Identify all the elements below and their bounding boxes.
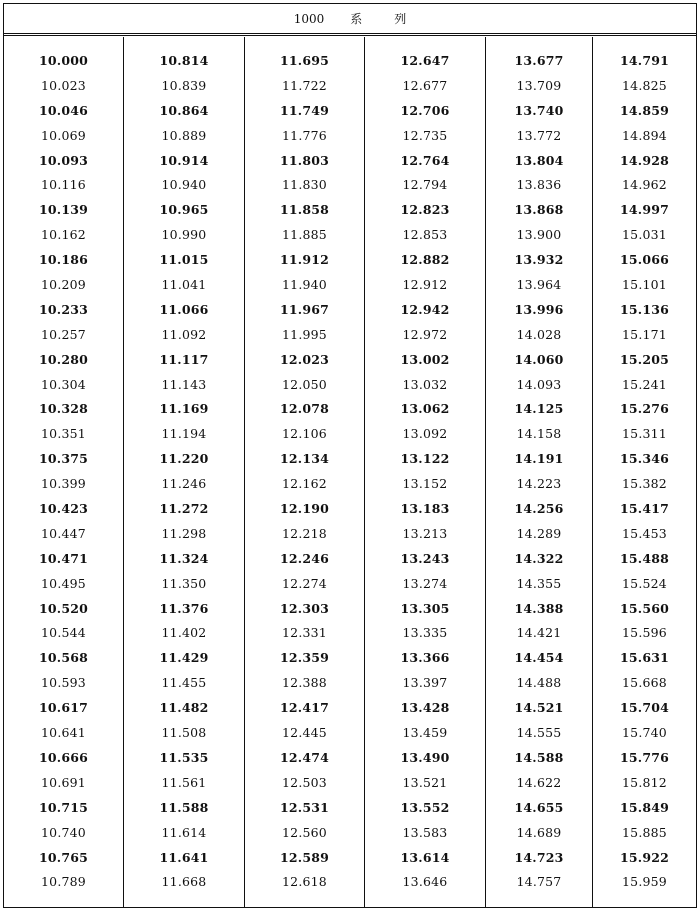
table-cell: 15.205 (619, 351, 670, 367)
table-cell: 14.256 (514, 501, 564, 517)
table-cell: 10.023 (41, 77, 86, 93)
table-cell: 10.568 (38, 650, 89, 666)
table-cell: 12.274 (282, 575, 327, 591)
table-cell: 14.757 (516, 874, 562, 890)
table-cell: 15.812 (622, 774, 667, 790)
table-cell: 14.689 (516, 824, 562, 840)
title-char-1: 系 (350, 12, 363, 26)
table-column-5 (486, 37, 593, 907)
table-cell: 10.328 (38, 401, 89, 417)
table-cell: 11.535 (159, 749, 209, 765)
table-cell: 11.508 (161, 725, 207, 741)
table-cell: 11.015 (159, 252, 209, 268)
table-cell: 10.990 (161, 227, 207, 243)
table-cell: 14.454 (514, 650, 564, 666)
table-cell: 12.942 (400, 301, 450, 317)
table-cell: 13.274 (402, 575, 448, 591)
table-cell: 13.646 (402, 874, 448, 890)
table-cell: 12.388 (282, 675, 327, 691)
table-cell: 13.583 (402, 824, 448, 840)
table-cell: 13.964 (516, 277, 562, 293)
table-cell: 11.143 (161, 376, 207, 392)
table-cell: 15.524 (622, 575, 667, 591)
table-cell: 11.588 (159, 799, 209, 815)
table-cell: 10.691 (41, 774, 86, 790)
table-cell: 15.631 (619, 650, 670, 666)
table-cell: 10.715 (38, 799, 89, 815)
table-cell: 12.417 (279, 700, 330, 716)
table-cell: 13.428 (400, 700, 450, 716)
table-cell: 11.092 (161, 326, 207, 342)
table-cell: 15.136 (619, 301, 670, 317)
table-cell: 14.622 (516, 774, 562, 790)
table-cell: 12.106 (282, 426, 327, 442)
table-cell: 15.101 (622, 277, 667, 293)
table-column-4 (365, 37, 486, 907)
table-cell: 15.241 (622, 376, 667, 392)
table-cell: 10.233 (38, 301, 89, 317)
table-cell: 12.589 (279, 849, 330, 865)
table-cell: 15.596 (622, 625, 667, 641)
table-cell: 12.162 (282, 476, 327, 492)
table-cell: 12.078 (279, 401, 330, 417)
table-cell: 10.765 (38, 849, 89, 865)
table-cell: 10.666 (38, 749, 89, 765)
table-cell: 14.355 (516, 575, 562, 591)
table-cell: 12.853 (402, 227, 448, 243)
table-cell: 15.668 (622, 675, 667, 691)
table-cell: 10.375 (38, 451, 89, 467)
table-cell: 13.900 (516, 227, 562, 243)
table-cell: 14.093 (516, 376, 562, 392)
table-cell: 13.397 (402, 675, 448, 691)
table-cell: 11.668 (161, 874, 207, 890)
table-cell: 11.830 (282, 177, 327, 193)
table-cell: 13.032 (402, 376, 448, 392)
table-cell: 15.560 (619, 600, 670, 616)
table-cell: 11.995 (282, 326, 327, 342)
table-title (4, 4, 696, 34)
table-cell: 10.889 (161, 127, 207, 143)
table-cell: 15.885 (622, 824, 667, 840)
table-cell: 12.706 (400, 102, 450, 118)
table-cell: 10.864 (159, 102, 209, 118)
table-cell: 15.311 (622, 426, 667, 442)
table-cell: 14.655 (514, 799, 564, 815)
table-cell: 10.914 (159, 152, 209, 168)
table-cell: 14.158 (516, 426, 562, 442)
table-cell: 14.894 (622, 127, 667, 143)
table-cell: 15.849 (619, 799, 670, 815)
table-cell: 14.289 (516, 525, 562, 541)
table-cell: 15.488 (619, 550, 670, 566)
table-cell: 10.740 (41, 824, 86, 840)
table-cell: 10.593 (41, 675, 86, 691)
table-cell: 11.885 (282, 227, 327, 243)
table-cell: 11.117 (159, 351, 209, 367)
table-cell: 13.122 (400, 451, 450, 467)
table-cell: 13.002 (400, 351, 450, 367)
table-cell: 13.804 (514, 152, 564, 168)
table-cell: 11.298 (161, 525, 207, 541)
table-cell: 10.304 (41, 376, 86, 392)
table-cell: 11.455 (161, 675, 207, 691)
title-char-2: 列 (394, 12, 407, 26)
table-cell: 14.962 (622, 177, 667, 193)
table-cell: 11.695 (279, 53, 330, 68)
table-cell: 11.169 (159, 401, 209, 417)
table-cell: 14.723 (514, 849, 564, 865)
table-cell: 11.561 (161, 774, 207, 790)
table-cell: 15.382 (622, 476, 667, 492)
table-cell: 11.967 (279, 301, 330, 317)
table-cell: 11.376 (159, 600, 209, 616)
table-cell: 14.028 (516, 326, 562, 342)
table-cell: 12.677 (402, 77, 448, 93)
title-divider (4, 35, 696, 36)
table-cell: 14.521 (514, 700, 564, 716)
table-cell: 15.276 (619, 401, 670, 417)
table-cell: 13.092 (402, 426, 448, 442)
table-cell: 14.060 (514, 351, 564, 367)
table-cell: 12.647 (400, 53, 450, 68)
table-cell: 14.859 (619, 102, 670, 118)
table-cell: 13.614 (400, 849, 450, 865)
table-cell: 13.243 (400, 550, 450, 566)
table-cell: 15.959 (622, 874, 667, 890)
table-cell: 12.303 (279, 600, 330, 616)
table-cell: 11.246 (161, 476, 207, 492)
table-cell: 10.116 (41, 177, 86, 193)
table-cell: 10.471 (38, 550, 89, 566)
table-cell: 13.213 (402, 525, 448, 541)
table-cell: 12.618 (282, 874, 327, 890)
table-cell: 10.423 (38, 501, 89, 517)
table-cell: 14.928 (619, 152, 670, 168)
table-cell: 10.399 (41, 476, 86, 492)
table-frame (3, 3, 697, 908)
table-cell: 12.794 (402, 177, 448, 193)
table-cell: 11.041 (161, 277, 207, 293)
table-column-6 (593, 37, 696, 907)
table-cell: 10.544 (41, 625, 86, 641)
table-cell: 15.704 (619, 700, 670, 716)
table-cell: 10.351 (41, 426, 86, 442)
table-cell: 12.246 (279, 550, 330, 566)
table-cell: 14.825 (622, 77, 667, 93)
table-cell: 10.000 (38, 53, 89, 68)
table-cell: 13.459 (402, 725, 448, 741)
table-cell: 13.836 (516, 177, 562, 193)
table-cell: 13.996 (514, 301, 564, 317)
table-cell: 12.331 (282, 625, 327, 641)
table-cell: 12.218 (282, 525, 327, 541)
table-cell: 14.997 (619, 202, 670, 218)
table-cell: 12.445 (282, 725, 327, 741)
table-cell: 13.062 (400, 401, 450, 417)
table-cell: 12.560 (282, 824, 327, 840)
table-cell: 13.772 (516, 127, 562, 143)
table-cell: 10.162 (41, 227, 86, 243)
table-cell: 10.617 (38, 700, 89, 716)
table-cell: 14.191 (514, 451, 564, 467)
table-cell: 13.183 (400, 501, 450, 517)
table-cell: 11.429 (159, 650, 209, 666)
table-cell: 10.520 (38, 600, 89, 616)
table-cell: 10.257 (41, 326, 86, 342)
table-cell: 13.490 (400, 749, 450, 765)
table-cell: 11.220 (159, 451, 209, 467)
table-cell: 11.858 (279, 202, 330, 218)
table-cell: 11.641 (159, 849, 209, 865)
table-body (4, 37, 696, 907)
table-cell: 10.495 (41, 575, 86, 591)
table-cell: 10.447 (41, 525, 86, 541)
table-cell: 11.749 (279, 102, 330, 118)
table-cell: 14.322 (514, 550, 564, 566)
table-cell: 13.305 (400, 600, 450, 616)
table-cell: 11.722 (282, 77, 327, 93)
table-cell: 12.190 (279, 501, 330, 517)
table-cell: 12.503 (282, 774, 327, 790)
table-cell: 14.555 (516, 725, 562, 741)
table-cell: 12.882 (400, 252, 450, 268)
table-cell: 14.125 (514, 401, 564, 417)
table-cell: 12.050 (282, 376, 327, 392)
table-cell: 15.417 (619, 501, 670, 517)
table-cell: 10.093 (38, 152, 89, 168)
table-cell: 11.912 (279, 252, 330, 268)
table-column-3 (245, 37, 365, 907)
table-cell: 13.868 (514, 202, 564, 218)
table-cell: 12.134 (279, 451, 330, 467)
table-cell: 12.823 (400, 202, 450, 218)
table-cell: 13.932 (514, 252, 564, 268)
table-cell: 15.031 (622, 227, 667, 243)
table-cell: 11.940 (282, 277, 327, 293)
table-cell: 12.474 (279, 749, 330, 765)
table-column-1 (4, 37, 124, 907)
table-cell: 13.152 (402, 476, 448, 492)
table-cell: 10.209 (41, 277, 86, 293)
table-cell: 10.280 (38, 351, 89, 367)
table-cell: 10.641 (41, 725, 86, 741)
table-cell: 10.046 (38, 102, 89, 118)
table-cell: 13.366 (400, 650, 450, 666)
table-cell: 12.735 (402, 127, 448, 143)
table-cell: 15.453 (622, 525, 667, 541)
table-cell: 10.139 (38, 202, 89, 218)
table-cell: 11.482 (159, 700, 209, 716)
table-cell: 15.346 (619, 451, 670, 467)
table-cell: 10.814 (159, 53, 209, 68)
table-cell: 11.402 (161, 625, 207, 641)
table-cell: 14.488 (516, 675, 562, 691)
table-column-2 (124, 37, 245, 907)
table-cell: 14.388 (514, 600, 564, 616)
table-cell: 14.421 (516, 625, 562, 641)
table-cell: 15.922 (619, 849, 670, 865)
table-cell: 11.272 (159, 501, 209, 517)
table-cell: 14.223 (516, 476, 562, 492)
table-cell: 10.940 (161, 177, 207, 193)
table-cell: 15.171 (622, 326, 667, 342)
table-cell: 11.614 (161, 824, 207, 840)
table-cell: 13.552 (400, 799, 450, 815)
table-cell: 11.066 (159, 301, 209, 317)
table-cell: 10.186 (38, 252, 89, 268)
table-cell: 12.912 (402, 277, 448, 293)
table-cell: 11.350 (161, 575, 207, 591)
table-cell: 10.789 (41, 874, 86, 890)
table-cell: 11.324 (159, 550, 209, 566)
table-cell: 10.839 (161, 77, 207, 93)
table-cell: 13.709 (516, 77, 562, 93)
table-cell: 11.803 (279, 152, 330, 168)
table-cell: 14.588 (514, 749, 564, 765)
table-cell: 15.066 (619, 252, 670, 268)
table-cell: 14.791 (619, 53, 670, 68)
table-cell: 12.359 (279, 650, 330, 666)
table-cell: 11.776 (282, 127, 327, 143)
table-cell: 13.740 (514, 102, 564, 118)
table-cell: 12.972 (402, 326, 448, 342)
table-cell: 13.335 (402, 625, 448, 641)
title-number: 1000 (293, 11, 325, 26)
table-cell: 12.764 (400, 152, 450, 168)
table-cell: 11.194 (161, 426, 207, 442)
table-cell: 15.776 (619, 749, 670, 765)
table-cell: 10.069 (41, 127, 86, 143)
table-cell: 13.521 (402, 774, 448, 790)
table-cell: 13.677 (514, 53, 564, 68)
table-cell: 12.531 (279, 799, 330, 815)
table-cell: 12.023 (279, 351, 330, 367)
table-cell: 15.740 (622, 725, 667, 741)
table-cell: 10.965 (159, 202, 209, 218)
